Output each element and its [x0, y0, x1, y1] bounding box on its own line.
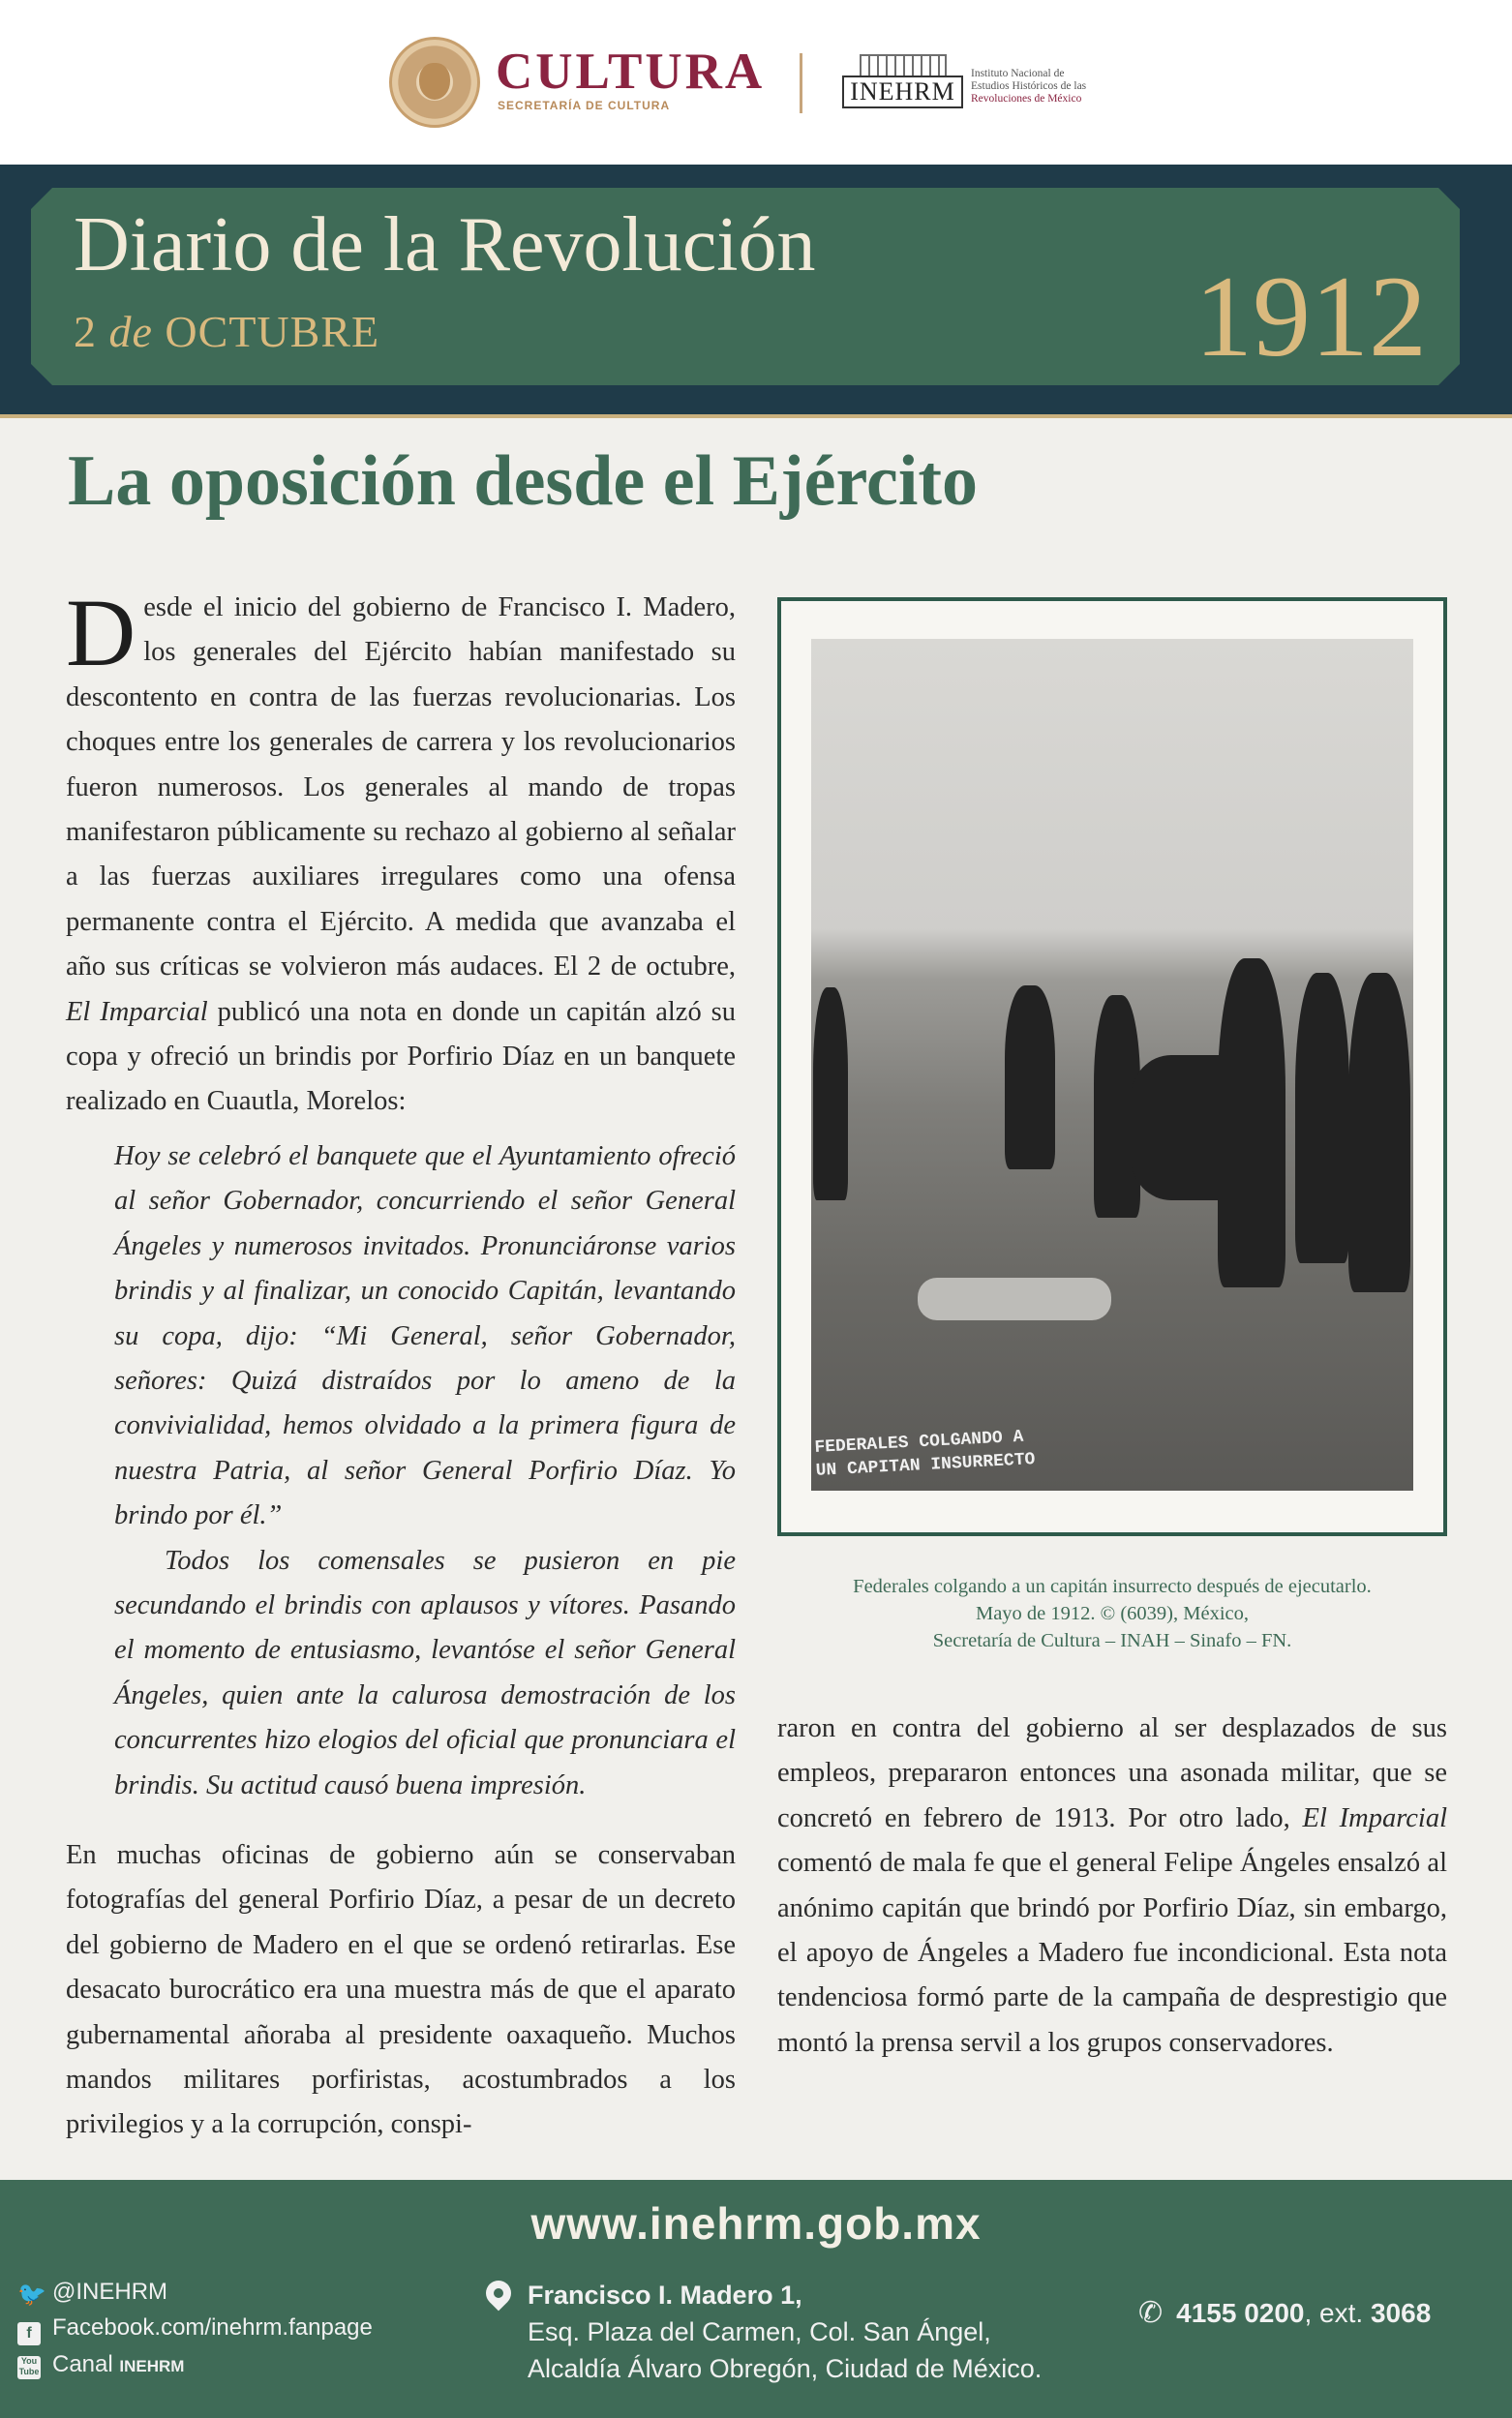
building-icon: [860, 54, 947, 76]
article-paragraph: [66, 579, 737, 1125]
address: [528, 2277, 1042, 2387]
banner-year: 1912: [1194, 252, 1427, 380]
photo-figure: [918, 1278, 1111, 1320]
inehrm-abbr: INEHRM: [842, 76, 963, 108]
phone-ext-label: , ext.: [1304, 2298, 1364, 2328]
facebook-url: Facebook.com/inehrm.fanpage: [52, 2314, 373, 2341]
caption-line: Secretaría de Cultura – INAH – Sinafo – FN.: [932, 1630, 1292, 1651]
date-day: 2: [74, 307, 97, 356]
paragraph-text: esde el inicio del gobierno de Francisco I. Madero, los generales del Ejército habían manifestado su descontento en contra de las fuerzas revolucionarias. Los choques entre los generales de carrera y los revolucionarios fueron numerosos. Los generales al mando de tropas manifestaron públicamente su rechazo al gobierno al señalar a las fuerzas auxiliares irregulares como una ofensa permanente contra el Ejército. A medida que avanzaba el año sus críticas se volvieron más audaces. El 2 de octubre,: [66, 592, 736, 982]
address-line: Alcaldía Álvaro Obregón, Ciudad de México.: [528, 2354, 1043, 2383]
article-paragraph: En muchas oficinas de gobierno aún se conservaban fotografías del general Porfirio Díaz, a pesar de un decreto del gobierno de Madero en el que se ordenó retirarlas. Ese desacato burocrático era una muestra más de que el aparato gubernamental añoraba al presidente oaxaqueño. Muchos mandos militares porfiristas, acostumbrados a los privilegios y a la corrupción, conspi-: [66, 1839, 736, 2140]
date-month: OCTUBRE: [165, 307, 380, 356]
banner-title: Diario de la Revolución: [74, 202, 816, 287]
paragraph-text: comentó de mala fe que el general Felipe Ángeles ensalzó al anónimo capitán que brindó por Porfirio Díaz, sin embargo, el apoyo de Ángeles a Madero fue incondicional. Esta nota tendenciosa formó parte de la campaña de desprestigio que montó la prensa servil a los grupos conservadores.: [777, 1848, 1447, 2058]
newspaper-name: El Imparcial: [1302, 1802, 1448, 1833]
photo-label-line: FEDERALES COLGANDO A: [814, 1427, 1024, 1458]
cultura-logo-subtitle: SECRETARÍA DE CULTURA: [498, 99, 671, 112]
photo-caption: [777, 1573, 1447, 1654]
facebook-icon: f: [17, 2322, 41, 2345]
phone-icon: ✆: [1138, 2297, 1164, 2329]
caption-line: Mayo de 1912. © (6039), México,: [975, 1603, 1250, 1624]
photo-figure: [1218, 958, 1285, 1287]
phone-main: 4155 0200: [1176, 2298, 1305, 2328]
block-quote: Hoy se celebró el banquete que el Ayuntamiento ofreció al señor Gobernador, concurriendo el señor General Ángeles y numerosos invitados. Pronunciáronse varios brindis y al finalizar, un conocido Capitán, levantando su copa, dijo: “Mi General, señor Gobernador, señores: Quizá distraídos por lo ameno de la convivialidad, hemos olvidado a la primera figura de nuestra Patria, al señor General Porfirio Díaz. Yo brindo por él.”: [114, 1140, 736, 1531]
phone-ext: 3068: [1370, 2298, 1432, 2328]
banner-date: [74, 306, 379, 357]
article-right-column: [777, 1707, 1447, 2066]
inehrm-line: Revoluciones de México: [971, 93, 1082, 105]
drop-cap: D: [66, 579, 136, 686]
youtube-prefix: Canal: [52, 2351, 113, 2377]
paragraph-text: raron en contra del gobierno al ser desplazados de sus empleos, prepararon entonces una asonada militar, que se concretó en febrero de 1913. Por otro lado,: [777, 1713, 1447, 1833]
twitter-handle: @INEHRM: [52, 2279, 168, 2305]
photo-figure: [1295, 973, 1349, 1263]
inehrm-line: Instituto Nacional de: [971, 68, 1065, 79]
article-left-column: [66, 579, 737, 2148]
photo-label-line: UN CAPITAN INSURRECTO: [815, 1450, 1036, 1481]
cultura-logo-title: CULTURA: [496, 44, 766, 100]
address-line: Francisco I. Madero 1,: [528, 2281, 802, 2310]
inehrm-line: Estudios Históricos de las: [971, 80, 1087, 92]
website-link[interactable]: www.inehrm.gob.mx: [530, 2198, 982, 2249]
youtube-channel: INEHRM: [119, 2357, 185, 2375]
phone-number[interactable]: [1138, 2296, 1431, 2330]
caption-line: Federales colgando a un capitán insurrecto después de ejecutarlo.: [853, 1576, 1372, 1597]
newspaper-name: El Imparcial: [66, 996, 208, 1027]
youtube-icon: You Tube: [17, 2356, 41, 2379]
inehrm-full-name: [971, 68, 1145, 106]
photo-figure: [1005, 985, 1055, 1169]
facebook-link[interactable]: [17, 2314, 373, 2345]
inehrm-logo: [842, 54, 963, 112]
twitter-link[interactable]: [17, 2279, 167, 2307]
historical-photo: [811, 639, 1413, 1491]
header-divider: [800, 53, 802, 113]
date-de: de: [108, 307, 153, 356]
photo-figure: [1348, 973, 1410, 1292]
youtube-link[interactable]: [17, 2351, 184, 2379]
paragraph-text: publicó una nota en donde un capitán alzó su copa y ofreció un brindis por Porfirio Díaz en un banquete realizado en Cuautla, Morelos:: [66, 996, 737, 1117]
photo-figure: [813, 987, 848, 1200]
article-title: La oposición desde el Ejército: [68, 441, 979, 521]
block-quote: Todos los comensales se pusieron en pie secundando el brindis con aplausos y vítores. Pasando el momento de entusiasmo, levantóse el señor General Ángeles, quien ante la calurosa demostración de los concurrentes hizo elogios del oficial que pronunciara el brindis. Su actitud causó buena impresión.: [114, 1545, 736, 1800]
twitter-icon: 🐦: [17, 2282, 46, 2308]
banner-divider: [0, 414, 1512, 418]
address-line: Esq. Plaza del Carmen, Col. San Ángel,: [528, 2317, 991, 2346]
seal-icon: [389, 37, 480, 128]
top-header: [0, 0, 1512, 165]
photo-label: [814, 1425, 1036, 1483]
